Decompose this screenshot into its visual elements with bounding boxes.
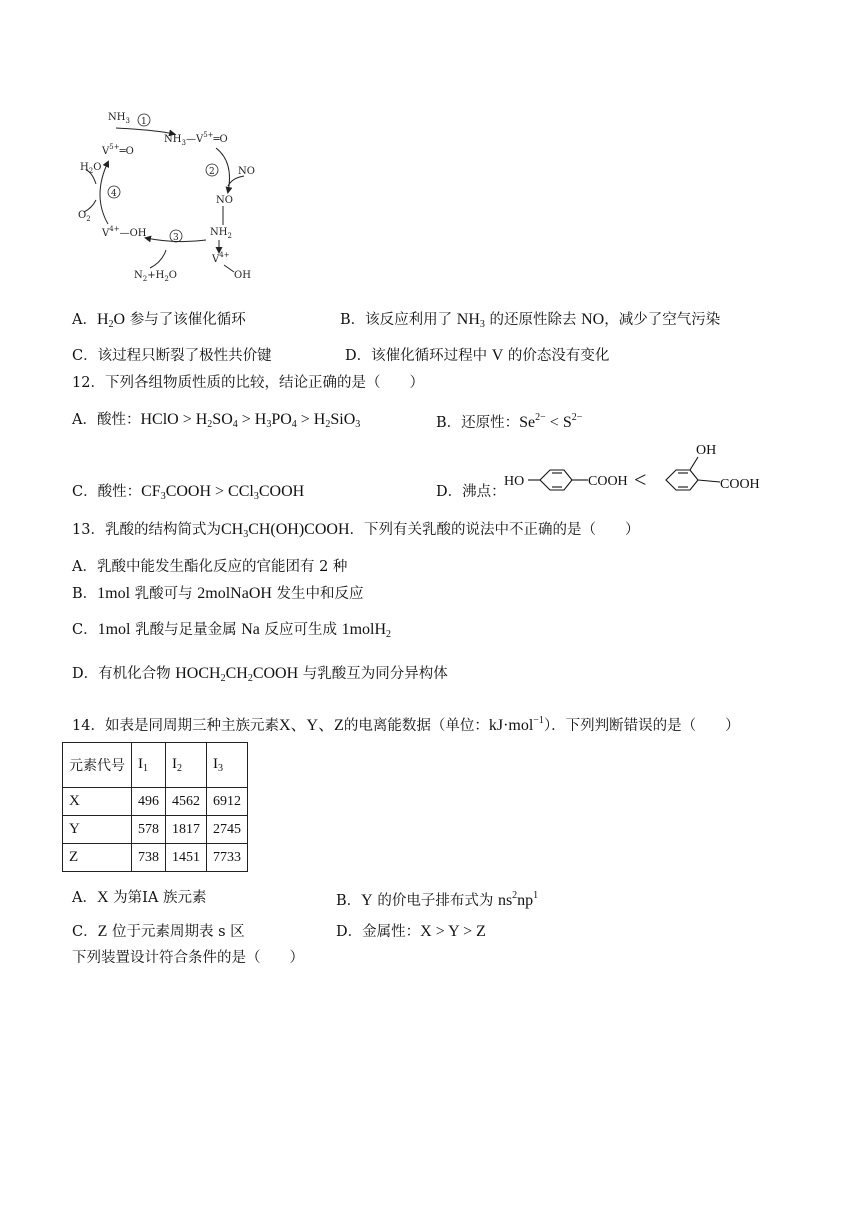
struct-cooh-2: COOH <box>720 477 760 492</box>
label-nh2: $NH_2$ <box>210 227 232 240</box>
struct-ho: HO <box>504 474 525 489</box>
q14-stem: 14．如表是同周期三种主族元素X、Y、Z的电离能数据（单位：kJ·mol$^{-1}$）．下列判断错误的是（ ） <box>72 715 740 734</box>
cell-i3: 7733 <box>207 844 248 872</box>
cell-i2: 1817 <box>166 816 207 844</box>
table-row <box>63 844 248 872</box>
q12-option-d-label[interactable]: D．沸点： <box>436 484 506 500</box>
label-v4oh: $V^{4+}—OH$ <box>102 225 147 239</box>
cell-i2: 1451 <box>166 844 207 872</box>
q13-option-a[interactable]: A．乳酸中能发生酯化反应的官能团有 2 种 <box>72 559 348 575</box>
q13-option-b[interactable]: B．1mol 乳酸可与 2molNaOH 发生中和反应 <box>72 585 364 602</box>
header-i1: $I_1$ <box>132 743 166 788</box>
label-oh: OH <box>234 270 251 281</box>
q13-option-d[interactable]: D．有机化合物 $HOCH_2CH_2COOH$ 与乳酸互为同分异构体 <box>72 665 448 684</box>
cell-i1: 578 <box>132 816 166 844</box>
q12-option-a[interactable]: A．酸性：HClO > $H_2SO_4 > H_3PO_4 > H_2SiO_3$ <box>72 411 361 430</box>
q14-option-a[interactable]: A．X 为第ⅠA 族元素 <box>72 889 207 906</box>
struct-cooh-1: COOH <box>588 474 628 489</box>
label-h2o: $H_2O$ <box>80 162 102 175</box>
q14-option-b[interactable]: B．Y 的价电子排布式为 $ns^2np^1$ <box>336 890 539 909</box>
cell-i2: 4562 <box>166 788 207 816</box>
q11-option-b[interactable]: B．该反应利用了 $NH_3$ 的还原性除去 NO，减少了空气污染 <box>340 311 721 330</box>
q12-stem: 12．下列各组物质性质的比较，结论正确的是（ ） <box>72 375 424 391</box>
label-v4: $V^{4+}$ <box>212 251 230 265</box>
struct-oh: OH <box>696 443 717 458</box>
label-v5o: $V^{5+}═O$ <box>102 143 134 157</box>
q12-d-structures <box>504 440 760 500</box>
ionization-energy-table <box>62 742 248 872</box>
table-row <box>63 816 248 844</box>
label-o2: $O_2$ <box>78 210 91 223</box>
q15-stem: 下列装置设计符合条件的是（ ） <box>72 950 304 966</box>
header-i2: $I_2$ <box>166 743 207 788</box>
cell-i1: 738 <box>132 844 166 872</box>
svg-text:2: 2 <box>209 167 215 177</box>
q14-option-d[interactable]: D．金属性：X > Y > Z <box>336 923 486 940</box>
svg-text:4: 4 <box>111 189 117 199</box>
cell-i3: 6912 <box>207 788 248 816</box>
cell-element: Y <box>63 816 132 844</box>
q12-option-b[interactable]: B．还原性：$Se^{2-} < S^{2-}$ <box>436 412 583 431</box>
cell-i1: 496 <box>132 788 166 816</box>
table-row <box>63 788 248 816</box>
q13-stem: 13．乳酸的结构简式为$CH_3CH(OH)COOH$．下列有关乳酸的说法中不正确的是（ ） <box>72 521 640 540</box>
label-nh3-v: $NH_3—V^{5+}═O$ <box>164 131 228 147</box>
q11-option-d[interactable]: D．该催化循环过程中 V 的价态没有变化 <box>345 347 610 364</box>
label-n2h2o: $N_2+H_2O$ <box>134 270 177 283</box>
header-i3: $I_3$ <box>207 743 248 788</box>
label-no-mid: NO <box>216 195 233 206</box>
svg-text:3: 3 <box>173 233 179 243</box>
q11-option-c[interactable]: C．该过程只断裂了极性共价键 <box>72 348 272 364</box>
cell-i3: 2745 <box>207 816 248 844</box>
lt-sign: < <box>634 467 647 492</box>
header-element-code: 元素代号 <box>63 743 132 788</box>
cell-element: Z <box>63 844 132 872</box>
label-no-in: NO <box>238 166 255 177</box>
cell-element: X <box>63 788 132 816</box>
q12-option-c[interactable]: C．酸性：$CF_3COOH$ > CCl$_3$COOH <box>72 483 305 502</box>
q14-option-c[interactable]: C．Z 位于元素周期表 s 区 <box>72 923 245 940</box>
q13-option-c[interactable]: C．1mol 乳酸与足量金属 Na 反应可生成 1molH$_2$ <box>72 621 392 640</box>
q11-option-a[interactable]: A．$H_2O$ 参与了该催化循环 <box>72 311 246 330</box>
label-nh3-in: $NH_3$ <box>108 112 130 125</box>
table-header-row <box>63 743 248 788</box>
svg-text:1: 1 <box>141 117 147 127</box>
catalytic-cycle-diagram <box>66 100 276 290</box>
